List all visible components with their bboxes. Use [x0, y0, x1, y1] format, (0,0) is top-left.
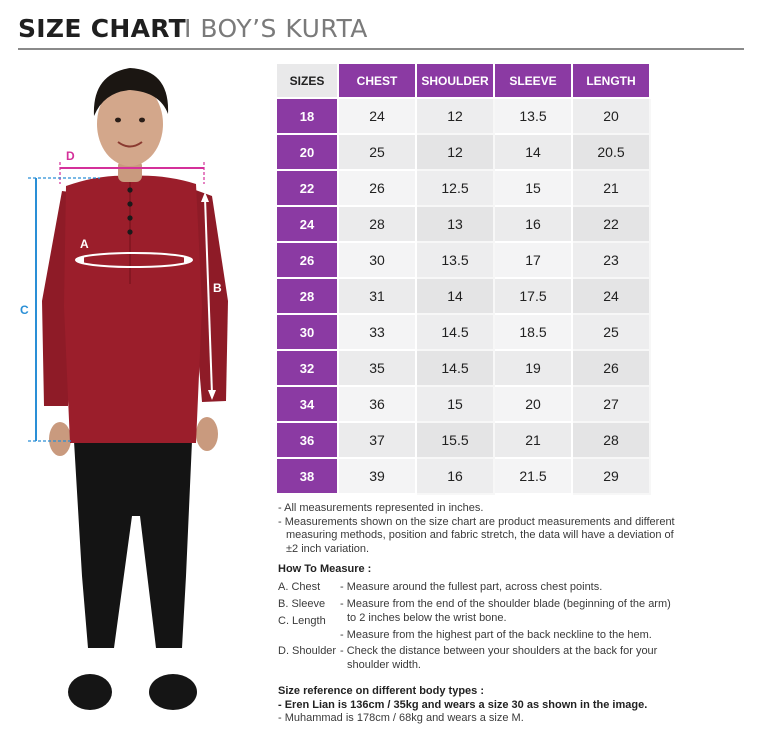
right-shoe [149, 674, 197, 710]
chest-cell: 36 [339, 387, 417, 423]
measure-label: C. Length [278, 615, 326, 627]
chest-cell: 25 [339, 135, 417, 171]
table-row [277, 135, 651, 171]
length-cell: 26 [573, 351, 651, 387]
measure-desc: - Measure around the fullest part, across chest points. [340, 581, 603, 593]
page-title: SIZE CHART [18, 14, 187, 43]
sleeve-cell: 21.5 [495, 459, 573, 495]
sleeve-cell: 17.5 [495, 279, 573, 315]
col-header-chest: CHEST [339, 64, 417, 99]
chest-cell: 28 [339, 207, 417, 243]
length-cell: 21 [573, 171, 651, 207]
size-cell: 32 [277, 351, 339, 387]
measure-label: A. Chest [278, 581, 321, 593]
size-cell: 20 [277, 135, 339, 171]
reference-title: Size reference on different body types : [278, 685, 484, 697]
header [18, 12, 744, 50]
chest-cell: 30 [339, 243, 417, 279]
sleeve-cell: 15 [495, 171, 573, 207]
shoulder-cell: 14.5 [417, 315, 495, 351]
col-header-sizes: SIZES [277, 64, 339, 99]
measure-desc: to 2 inches below the wrist bone. [347, 612, 507, 624]
size-cell: 30 [277, 315, 339, 351]
length-cell: 27 [573, 387, 651, 423]
note-line: - Measurements shown on the size chart are product measurements and different [278, 515, 675, 528]
shoulder-cell: 12 [417, 99, 495, 135]
model-illustration [0, 56, 270, 726]
table-row [277, 351, 651, 387]
length-cell: 23 [573, 243, 651, 279]
col-header-sleeve: SLEEVE [495, 64, 573, 99]
table-row [277, 99, 651, 135]
length-cell: 24 [573, 279, 651, 315]
length-cell: 28 [573, 423, 651, 459]
measure-desc: - Check the distance between your shoulders at the back for your [340, 645, 658, 657]
table-row [277, 243, 651, 279]
kurta [64, 176, 202, 443]
measure-desc: - Measure from the end of the shoulder blade (beginning of the arm) [340, 598, 671, 610]
shoulder-cell: 16 [417, 459, 495, 495]
table-row [277, 387, 651, 423]
sleeve-cell: 18.5 [495, 315, 573, 351]
trousers [74, 441, 192, 648]
shoulder-cell: 13 [417, 207, 495, 243]
how-to-measure-title: How To Measure : [278, 563, 372, 575]
shoulder-cell: 15 [417, 387, 495, 423]
measure-label: B. Sleeve [278, 598, 326, 610]
chest-cell: 31 [339, 279, 417, 315]
length-cell: 20 [573, 99, 651, 135]
shoulder-cell: 15.5 [417, 423, 495, 459]
measure-desc: shoulder width. [347, 659, 421, 671]
measure-desc: - Measure from the highest part of the back neckline to the hem. [340, 629, 652, 641]
size-reference [278, 685, 647, 726]
size-cell: 38 [277, 459, 339, 495]
shoulder-cell: 12.5 [417, 171, 495, 207]
col-header-shoulder: SHOULDER [417, 64, 495, 99]
size-cell: 34 [277, 387, 339, 423]
size-cell: 22 [277, 171, 339, 207]
shoulder-cell: 14 [417, 279, 495, 315]
measurement-notes [278, 502, 744, 556]
table-row [277, 279, 651, 315]
reference-line: - Muhammad is 178cm / 68kg and wears a size M. [278, 712, 524, 724]
note-line: - All measurements represented in inches. [278, 502, 484, 514]
size-chart-table [277, 64, 651, 495]
table-row [277, 207, 651, 243]
col-header-length: LENGTH [573, 64, 651, 99]
sleeve-cell: 17 [495, 243, 573, 279]
measure-label: D. Shoulder [278, 645, 337, 657]
size-cell: 28 [277, 279, 339, 315]
right-hand [196, 417, 218, 451]
left-hand [49, 422, 71, 456]
note-line: measuring methods, position and fabric stretch, the data will have a deviation of [286, 529, 674, 541]
chest-cell: 26 [339, 171, 417, 207]
sleeve-cell: 13.5 [495, 99, 573, 135]
sleeve-cell: 16 [495, 207, 573, 243]
chest-cell: 39 [339, 459, 417, 495]
label-b: B [213, 281, 222, 295]
chest-cell: 35 [339, 351, 417, 387]
chest-cell: 37 [339, 423, 417, 459]
size-cell: 26 [277, 243, 339, 279]
reference-line: - Eren Lian is 136cm / 35kg and wears a size 30 as shown in the image. [278, 698, 648, 711]
table-row [277, 423, 651, 459]
sleeve-cell: 19 [495, 351, 573, 387]
table-row [277, 315, 651, 351]
size-cell: 18 [277, 99, 339, 135]
sleeve-cell: 21 [495, 423, 573, 459]
note-line: ±2 inch variation. [286, 542, 370, 555]
table-row [277, 171, 651, 207]
shoulder-cell: 12 [417, 135, 495, 171]
label-d: D [66, 149, 75, 163]
length-cell: 22 [573, 207, 651, 243]
sleeve-cell: 14 [495, 135, 573, 171]
sleeve-cell: 20 [495, 387, 573, 423]
left-shoe [68, 674, 112, 710]
table-header-row [277, 64, 651, 99]
length-cell: 29 [573, 459, 651, 495]
page-subtitle: I BOY’S KURTA [184, 14, 368, 43]
shoulder-cell: 13.5 [417, 243, 495, 279]
shoulder-cell: 14.5 [417, 351, 495, 387]
label-a: A [80, 237, 89, 251]
size-cell: 24 [277, 207, 339, 243]
length-cell: 25 [573, 315, 651, 351]
table-row [277, 459, 651, 495]
chest-cell: 24 [339, 99, 417, 135]
chest-cell: 33 [339, 315, 417, 351]
size-cell: 36 [277, 423, 339, 459]
label-c: C [20, 303, 29, 317]
length-cell: 20.5 [573, 135, 651, 171]
